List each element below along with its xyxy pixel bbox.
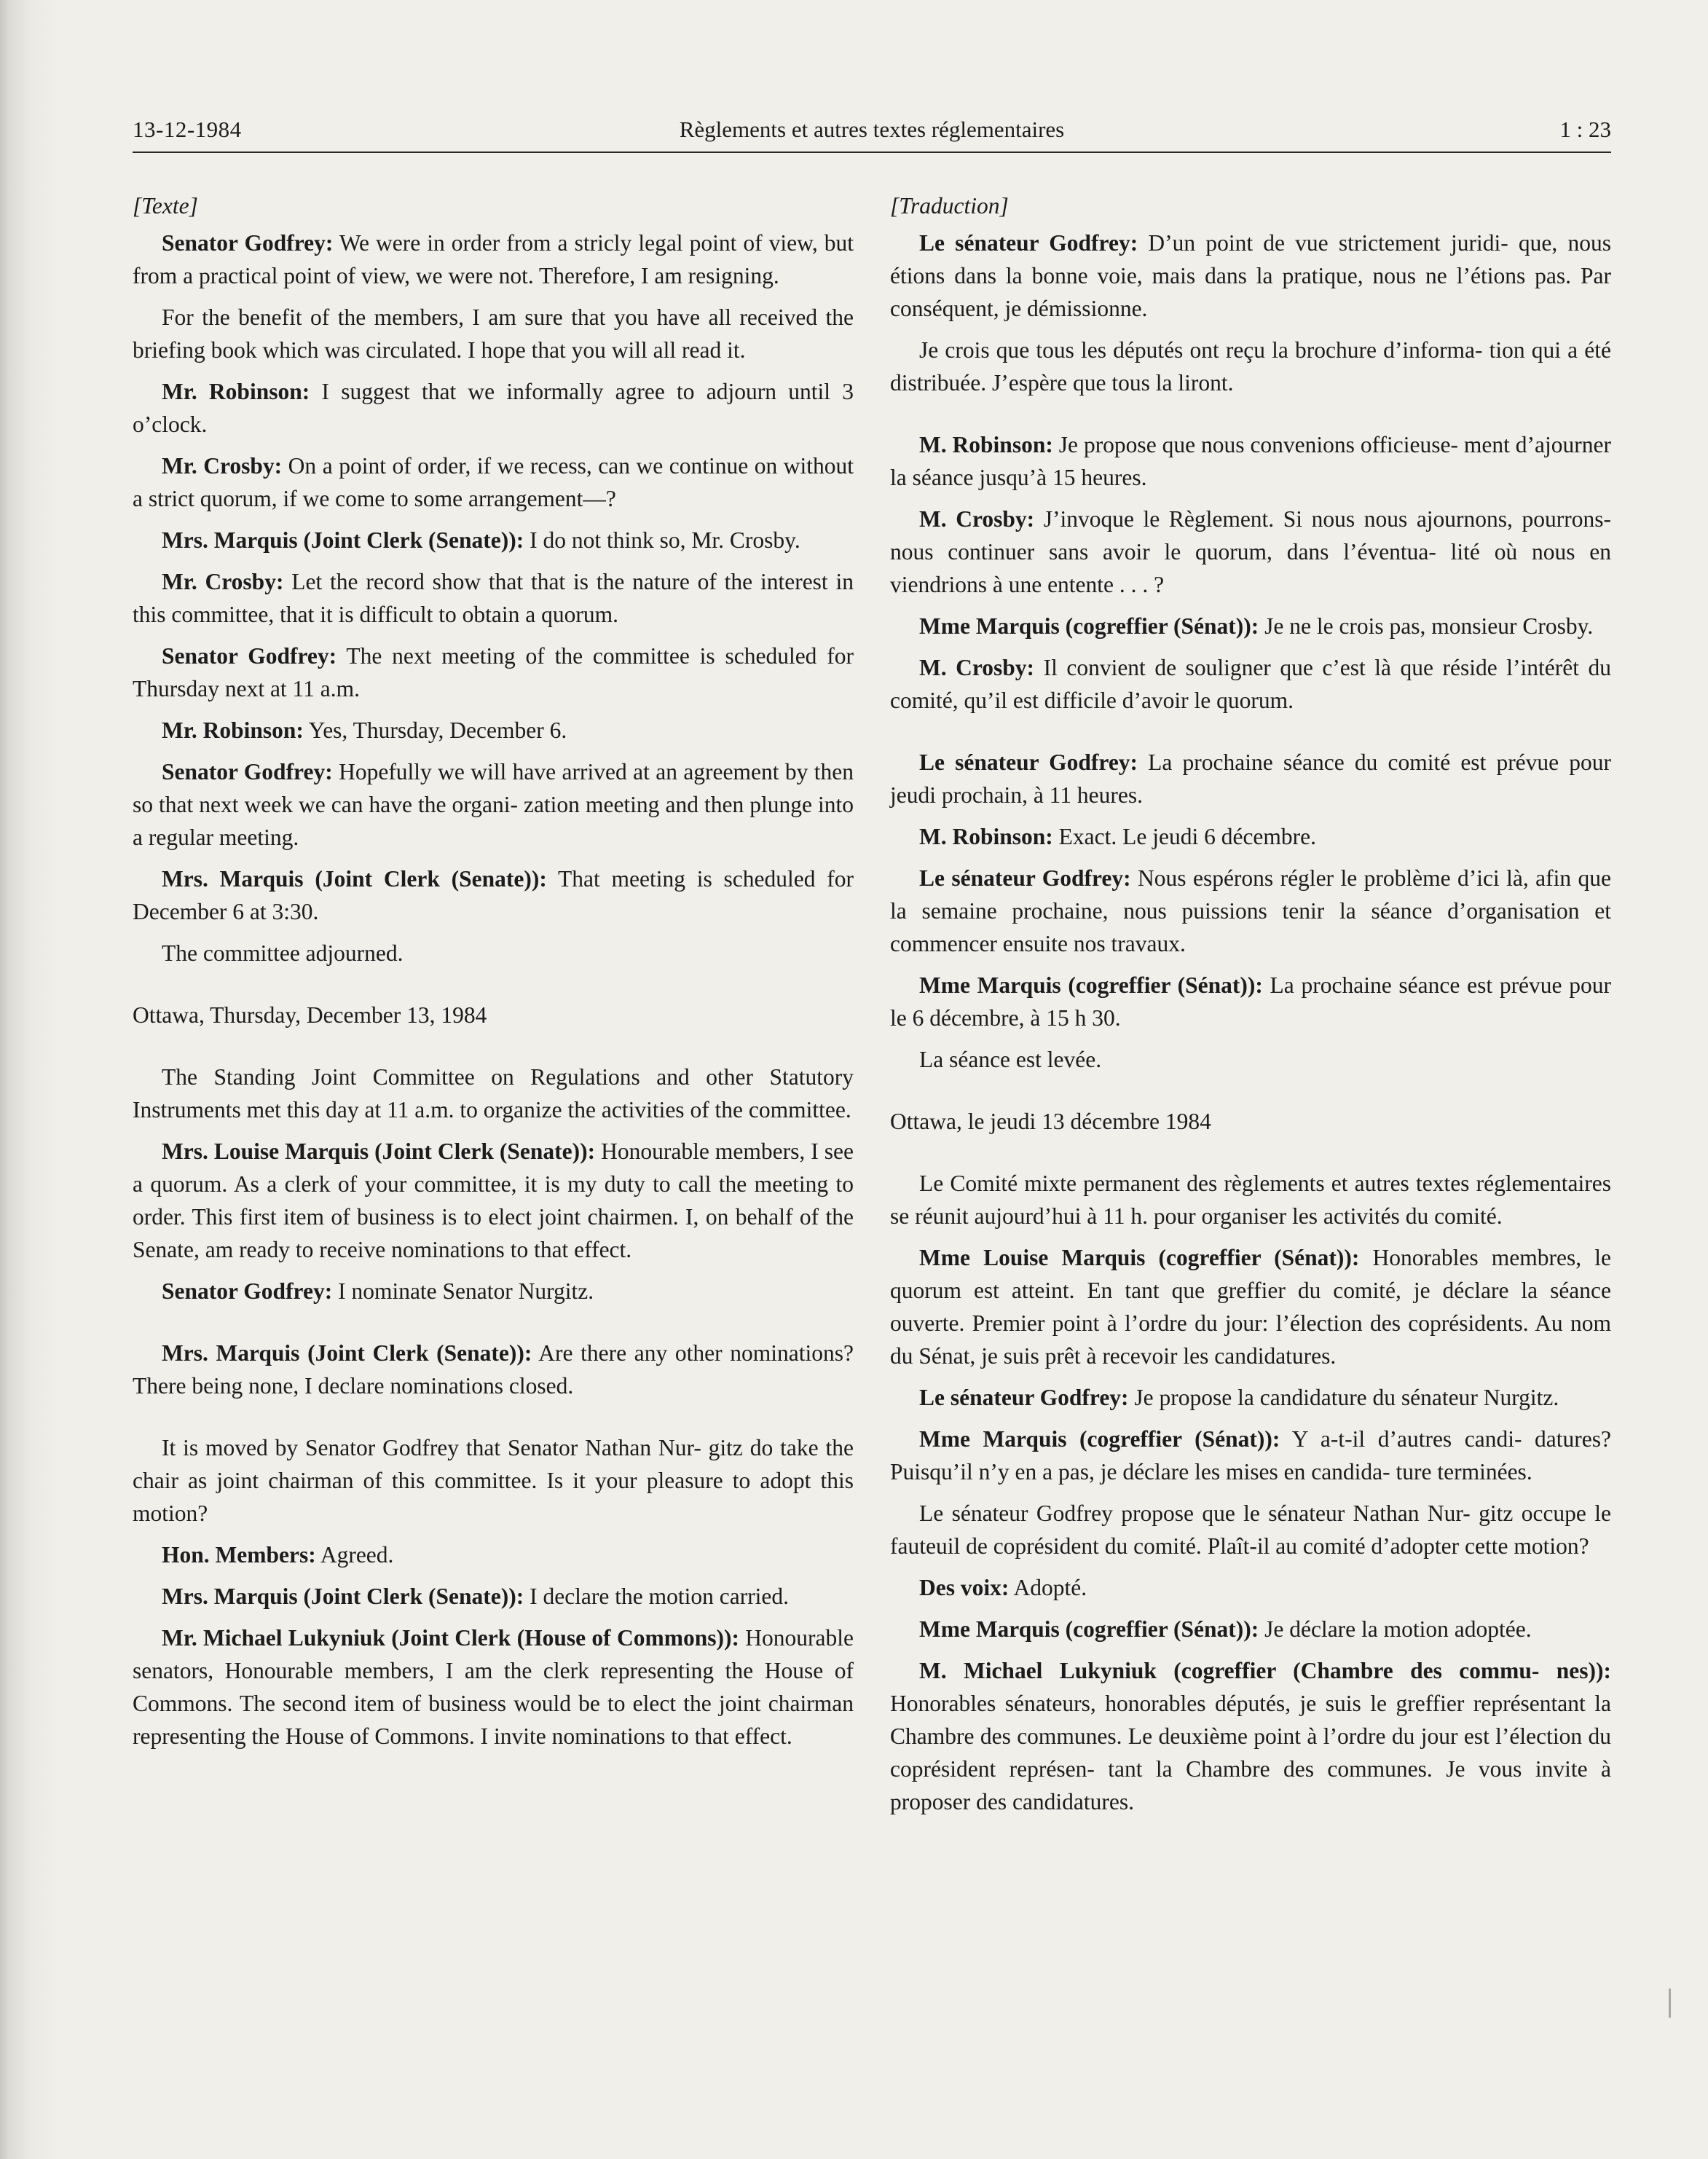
paragraph: Mrs. Marquis (Joint Clerk (Senate)): I do not think so, Mr. Crosby. xyxy=(162,527,800,553)
speaker: Mrs. Marquis (Joint Clerk (Senate)): xyxy=(162,1340,532,1366)
speaker: Mr. Robinson: xyxy=(162,717,304,743)
paragraph: Senator Godfrey: The next meeting of the committee is scheduled for Thursday next at 11 a.m. xyxy=(133,643,854,701)
speaker: M. Robinson: xyxy=(919,432,1053,457)
paragraph: Le sénateur Godfrey: Nous espérons régler le problème d’ici là, afin que la semaine prochaine, nous puissions tenir la séance d’organisation et commencer ensuite nos travaux. xyxy=(890,865,1611,956)
speaker: Le sénateur Godfrey: xyxy=(919,230,1138,256)
paragraph: For the benefit of the members, I am sure that you have all received the briefing book which was circulated. I hope that you will all read it. xyxy=(133,304,854,363)
speaker: Senator Godfrey: xyxy=(162,230,334,256)
paragraph: M. Crosby: J’invoque le Règlement. Si nous nous ajournons, pourrons-nous continuer sans avoir le quorum, dans l’éventua- lité où nous en viendrions à une entente . . . ? xyxy=(890,506,1611,597)
speaker: M. Robinson: xyxy=(919,824,1053,849)
paragraph: Senator Godfrey: We were in order from a stricly legal point of view, but from a practical point of view, we were not. Therefore, I am resigning. xyxy=(133,230,854,288)
scan-edge-shadow xyxy=(0,0,58,2159)
paragraph: Mrs. Marquis (Joint Clerk (Senate)): I declare the motion carried. xyxy=(162,1584,790,1609)
header-title: Règlements et autres textes réglementaires xyxy=(679,117,1065,142)
speaker: Mrs. Marquis (Joint Clerk (Senate)): xyxy=(162,527,524,553)
paragraph: The committee adjourned. xyxy=(162,940,404,966)
paragraph: Mr. Crosby: On a point of order, if we recess, can we continue on without a strict quorum, if we come to some arrangement—? xyxy=(133,453,854,511)
speaker: Mrs. Marquis (Joint Clerk (Senate)): xyxy=(162,866,547,892)
paragraph: La séance est levée. xyxy=(919,1047,1102,1072)
paragraph: Senator Godfrey: I nominate Senator Nurgitz. xyxy=(162,1278,594,1304)
paragraph: M. Robinson: Je propose que nous convenions officieuse- ment d’ajourner la séance jusqu’à 15 heures. xyxy=(890,432,1611,490)
speaker: M. Michael Lukyniuk (cogreffier (Chambre des commu- nes)): xyxy=(919,1658,1611,1683)
paragraph: M. Robinson: Exact. Le jeudi 6 décembre. xyxy=(919,824,1317,849)
paragraph: Mme Marquis (cogreffier (Sénat)): Je ne le crois pas, monsieur Crosby. xyxy=(919,613,1594,639)
header-page-number: 1 : 23 xyxy=(1559,117,1611,142)
paragraph: M. Michael Lukyniuk (cogreffier (Chambre des commu- nes)): Honorables sénateurs, honorables députés, je suis le greffier représentant la Chambre des communes. Le deuxième point à l’ordre du jour est l’élection du coprésident représen- tant la Chambre des communes. Je vous invite à proposer des candidatures. xyxy=(890,1658,1611,1814)
translation-tag: [Traduction] xyxy=(890,193,1009,219)
paragraph: Mr. Crosby: Let the record show that that is the nature of the interest in this committee, that it is difficult to obtain a quorum. xyxy=(133,569,854,627)
paragraph: Mr. Robinson: I suggest that we informally agree to adjourn until 3 o’clock. xyxy=(133,379,854,437)
dateline: Ottawa, le jeudi 13 décembre 1984 xyxy=(890,1109,1211,1134)
paragraph: Le sénateur Godfrey propose que le sénateur Nathan Nur- gitz occupe le fauteuil de coprésident du comité. Plaît-il au comité d’adopter cette motion? xyxy=(890,1501,1611,1559)
paragraph: Des voix: Adopté. xyxy=(919,1575,1087,1600)
paragraph: Mme Louise Marquis (cogreffier (Sénat)): Honorables membres, le quorum est atteint. En tant que greffier du comité, je déclare la séance ouverte. Premier point à l’ordre du jour: l’élection des coprésidents. Au nom du Sénat, je suis prêt à recevoir les candidatures. xyxy=(890,1245,1611,1369)
speaker: Mme Marquis (cogreffier (Sénat)): xyxy=(919,1616,1259,1642)
text-tag: [Texte] xyxy=(133,193,198,219)
paragraph: Le sénateur Godfrey: Je propose la candidature du sénateur Nurgitz. xyxy=(919,1385,1559,1410)
paragraph: Mr. Robinson: Yes, Thursday, December 6. xyxy=(162,717,567,743)
paragraph: Senator Godfrey: Hopefully we will have arrived at an agreement by then so that next week we can have the organi- zation meeting and then plunge into a regular meeting. xyxy=(133,759,854,850)
speaker: Mr. Crosby: xyxy=(162,453,283,479)
margin-pencil-mark xyxy=(1669,1989,1671,2018)
speaker: Des voix: xyxy=(919,1575,1010,1600)
speaker: Hon. Members: xyxy=(162,1542,316,1568)
speaker: Mrs. Louise Marquis (Joint Clerk (Senate)): xyxy=(162,1139,596,1164)
speaker: Senator Godfrey: xyxy=(162,643,337,669)
paragraph: Le sénateur Godfrey: D’un point de vue strictement juridi- que, nous étions dans la bonne voie, mais dans la pratique, nous ne l’étions pas. Par conséquent, je démissionne. xyxy=(890,230,1611,321)
speaker: M. Crosby: xyxy=(919,506,1035,532)
paragraph: Mme Marquis (cogreffier (Sénat)): Je déclare la motion adoptée. xyxy=(919,1616,1532,1642)
speaker: Mr. Robinson: xyxy=(162,379,310,404)
paragraph: M. Crosby: Il convient de souligner que c’est là que réside l’intérêt du comité, qu’il est difficile d’avoir le quorum. xyxy=(890,655,1611,713)
speaker: M. Crosby: xyxy=(919,655,1035,680)
speaker: Mme Marquis (cogreffier (Sénat)): xyxy=(919,613,1259,639)
speaker: Mrs. Marquis (Joint Clerk (Senate)): xyxy=(162,1584,524,1609)
document-page xyxy=(133,109,1611,2105)
paragraph: Le sénateur Godfrey: La prochaine séance du comité est prévue pour jeudi prochain, à 11 heures. xyxy=(890,750,1612,808)
speaker: Mme Louise Marquis (cogreffier (Sénat)): xyxy=(919,1245,1360,1270)
running-header xyxy=(133,109,1611,153)
paragraph: Le Comité mixte permanent des règlements et autres textes réglementaires se réunit aujourd’hui à 11 h. pour organiser les activités du comité. xyxy=(890,1171,1611,1229)
speaker: Senator Godfrey: xyxy=(162,759,333,784)
speaker: Mr. Crosby: xyxy=(162,569,284,594)
speaker: Le sénateur Godfrey: xyxy=(919,865,1131,891)
speaker: Senator Godfrey: xyxy=(162,1278,333,1304)
paragraph: It is moved by Senator Godfrey that Senator Nathan Nur- gitz do take the chair as joint chairman of this committee. Is it your pleasure to adopt this motion? xyxy=(133,1435,854,1526)
header-date: 13-12-1984 xyxy=(133,117,242,142)
speaker: Le sénateur Godfrey: xyxy=(919,1385,1129,1410)
speaker: Mme Marquis (cogreffier (Sénat)): xyxy=(919,972,1263,998)
paragraph: Mme Marquis (cogreffier (Sénat)): La prochaine séance est prévue pour le 6 décembre, à 15 h 30. xyxy=(890,972,1611,1031)
english-column xyxy=(133,189,854,1761)
paragraph: Mrs. Louise Marquis (Joint Clerk (Senate)): Honourable members, I see a quorum. As a clerk of your committee, it is my duty to call the meeting to order. This first item of business is to elect joint chairmen. I, on behalf of the Senate, am ready to receive nominations to that effect. xyxy=(133,1139,854,1262)
paragraph: Mme Marquis (cogreffier (Sénat)): Y a-t-il d’autres candi- datures? Puisqu’il n’y en a pas, je déclare les mises en candida- ture terminées. xyxy=(890,1426,1611,1484)
paragraph: Mrs. Marquis (Joint Clerk (Senate)): That meeting is scheduled for December 6 at 3:30. xyxy=(133,866,854,924)
paragraph: The Standing Joint Committee on Regulations and other Statutory Instruments met this day at 11 a.m. to organize the activities of the committee. xyxy=(133,1064,854,1122)
paragraph: Mrs. Marquis (Joint Clerk (Senate)): Are there any other nominations? There being none, I declare nominations closed. xyxy=(133,1340,854,1399)
speaker: Le sénateur Godfrey: xyxy=(919,750,1138,775)
speaker: Mme Marquis (cogreffier (Sénat)): xyxy=(919,1426,1280,1452)
paragraph: Mr. Michael Lukyniuk (Joint Clerk (House of Commons)): Honourable senators, Honourable members, I am the clerk representing the House of Commons. The second item of business would be to elect the joint chairman representing the House of Commons. I invite nominations to that effect. xyxy=(133,1625,854,1749)
speaker: Mr. Michael Lukyniuk (Joint Clerk (House of Commons)): xyxy=(162,1625,739,1651)
paragraph: Je crois que tous les députés ont reçu la brochure d’informa- tion qui a été distribuée. J’espère que tous la liront. xyxy=(890,337,1611,396)
dateline: Ottawa, Thursday, December 13, 1984 xyxy=(133,1002,487,1028)
paragraph: Hon. Members: Agreed. xyxy=(162,1542,394,1568)
french-column xyxy=(890,189,1611,1827)
